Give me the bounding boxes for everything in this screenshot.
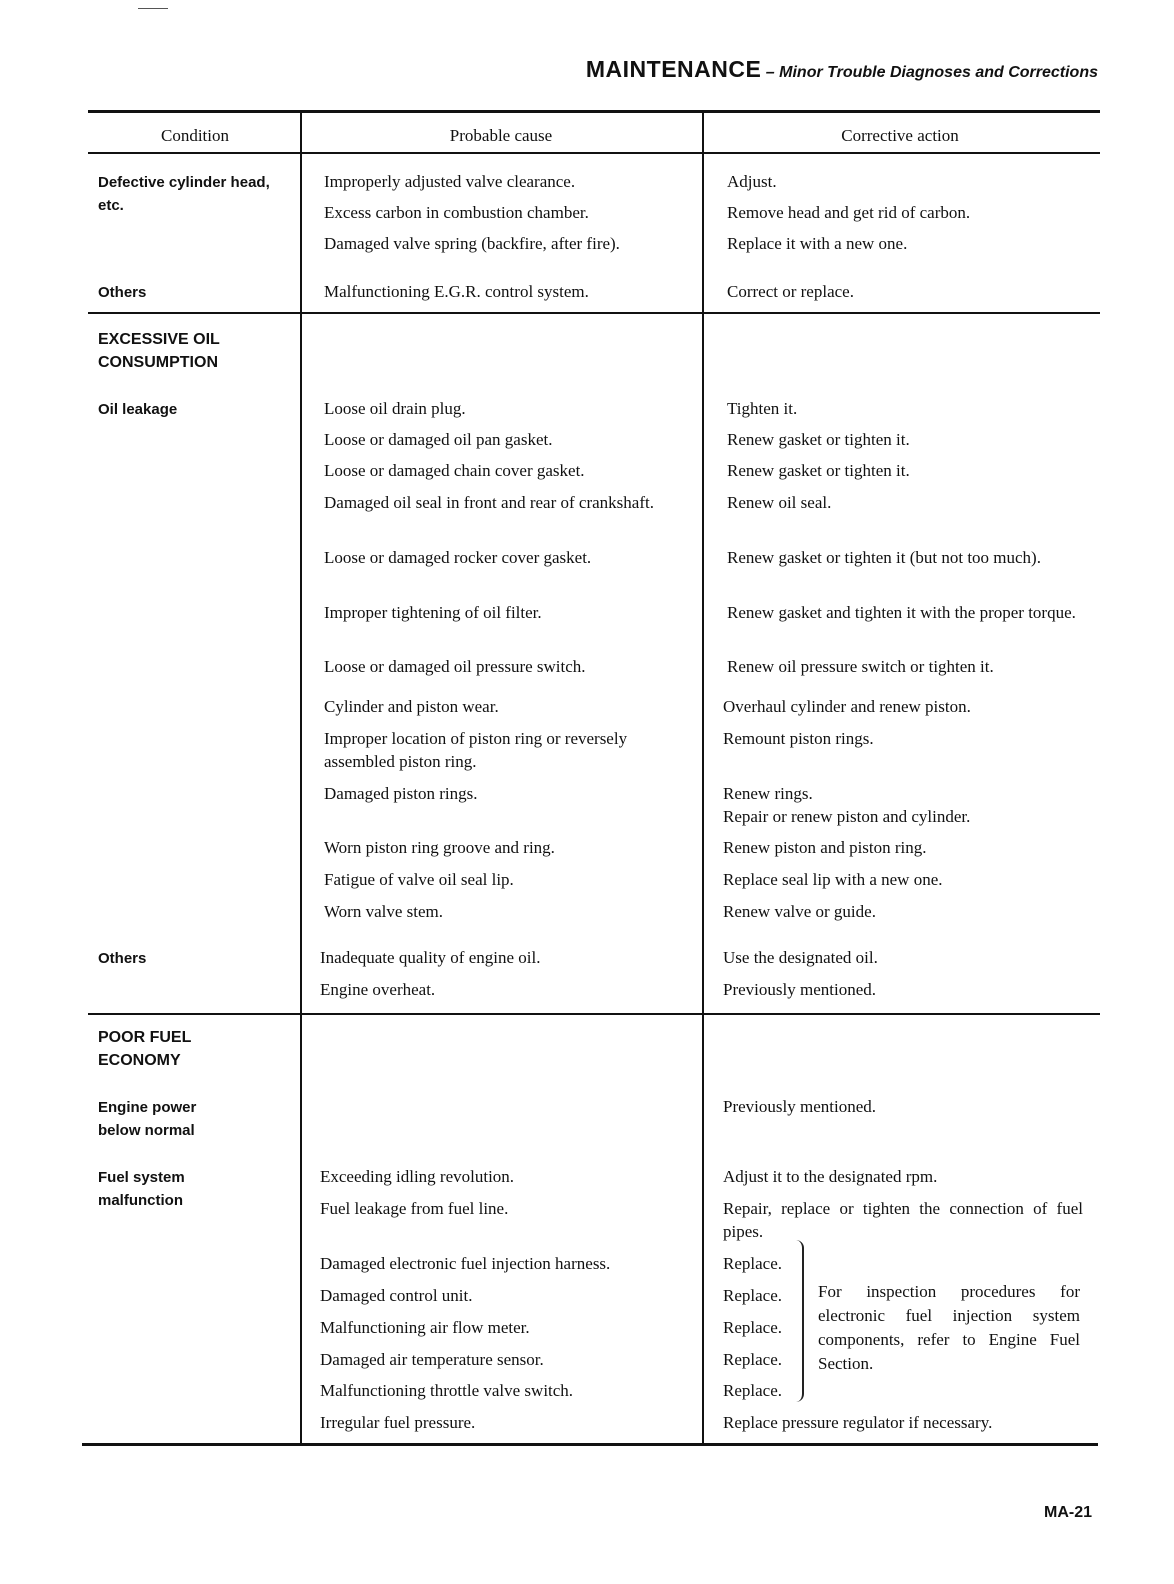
cause-cell: Improperly adjusted valve clearance.: [324, 172, 576, 191]
section-divider: [88, 1013, 1100, 1015]
cause-cell: Engine overheat.: [320, 980, 436, 999]
table-top-rule: [88, 110, 1100, 113]
cause-cell: Cylinder and piston wear.: [324, 697, 499, 716]
action-cell: Renew oil seal.: [727, 493, 832, 512]
condition-label: Others: [98, 284, 147, 301]
cause-cell: Damaged air temperature sensor.: [320, 1350, 544, 1369]
action-cell: Previously mentioned.: [723, 980, 876, 999]
cause-cell: Fatigue of valve oil seal lip.: [324, 870, 514, 889]
cause-cell: Improper tightening of oil filter.: [324, 603, 542, 622]
action-cell: Renew piston and piston ring.: [723, 838, 927, 857]
page-number: MA-21: [1043, 1504, 1092, 1521]
action-cell: Replace seal lip with a new one.: [723, 870, 943, 889]
action-cell: Renew gasket and tighten it with the proper torque.: [727, 603, 1076, 622]
cause-cell: Damaged control unit.: [320, 1286, 473, 1305]
action-cell: Use the designated oil.: [723, 948, 878, 967]
action-cell: Previously mentioned.: [723, 1097, 876, 1116]
brace-note: For inspection procedures for electronic fuel injection system components, refer to Engine Fuel Section.: [818, 1282, 1080, 1373]
cause-cell: Worn valve stem.: [324, 902, 444, 921]
action-cell: Renew gasket or tighten it.: [727, 461, 910, 480]
brace-bracket: [792, 1240, 804, 1402]
action-cell: Adjust.: [727, 172, 777, 191]
action-cell: Overhaul cylinder and renew piston.: [723, 697, 971, 716]
cause-cell: Damaged valve spring (backfire, after fire).: [324, 234, 620, 253]
action-cell: Renew gasket or tighten it (but not too much).: [727, 548, 1041, 567]
header-title: MAINTENANCE: [585, 56, 762, 82]
cause-cell: Malfunctioning E.G.R. control system.: [324, 282, 589, 301]
column-divider-1: [300, 112, 302, 1443]
action-cell: Repair or renew piston and cylinder.: [723, 807, 971, 826]
action-cell: Replace.: [723, 1381, 782, 1400]
condition-label: Defective cylinder head, etc.: [98, 174, 270, 214]
section-title: EXCESSIVE OIL CONSUMPTION: [98, 331, 220, 371]
condition-label: Others: [98, 950, 147, 967]
cause-cell: Irregular fuel pressure.: [320, 1413, 476, 1432]
action-cell: Replace.: [723, 1254, 782, 1273]
table-bottom-rule: [82, 1443, 1098, 1446]
cause-cell: Worn piston ring groove and ring.: [324, 838, 555, 857]
action-cell: Replace.: [723, 1350, 782, 1369]
column-header-condition: Condition: [160, 126, 229, 145]
cause-cell: Improper location of piston ring or reversely assembled piston ring.: [324, 729, 628, 771]
cause-cell: Damaged piston rings.: [324, 784, 478, 803]
action-cell: Replace.: [723, 1286, 782, 1305]
header-subtitle: – Minor Trouble Diagnoses and Corrections: [765, 64, 1098, 81]
action-cell: Remove head and get rid of carbon.: [727, 203, 971, 222]
cause-cell: Damaged oil seal in front and rear of crankshaft.: [324, 493, 654, 512]
top-dash: [138, 8, 168, 9]
action-cell: Replace pressure regulator if necessary.: [723, 1413, 993, 1432]
action-cell: Adjust it to the designated rpm.: [723, 1167, 938, 1186]
cause-cell: Loose oil drain plug.: [324, 399, 466, 418]
action-cell: Renew valve or guide.: [723, 902, 876, 921]
cause-cell: Damaged electronic fuel injection harness.: [320, 1254, 611, 1273]
condition-label: Fuel system malfunction: [98, 1169, 185, 1209]
cause-cell: Malfunctioning air flow meter.: [320, 1318, 530, 1337]
action-cell: Correct or replace.: [727, 282, 854, 301]
action-cell: Renew oil pressure switch or tighten it.: [727, 657, 994, 676]
section-title: POOR FUEL ECONOMY: [98, 1029, 192, 1069]
column-header-action: Corrective action: [841, 126, 959, 145]
cause-cell: Malfunctioning throttle valve switch.: [320, 1381, 574, 1400]
condition-label: Oil leakage: [98, 401, 178, 418]
cause-cell: Loose or damaged chain cover gasket.: [324, 461, 585, 480]
cause-cell: Exceeding idling revolution.: [320, 1167, 515, 1186]
action-cell: Replace it with a new one.: [727, 234, 908, 253]
section-divider: [88, 312, 1100, 314]
page-header: [586, 56, 1098, 83]
condition-label: Engine power below normal: [98, 1099, 197, 1139]
cause-cell: Fuel leakage from fuel line.: [320, 1199, 509, 1218]
cause-cell: Loose or damaged rocker cover gasket.: [324, 548, 592, 567]
cause-cell: Loose or damaged oil pan gasket.: [324, 430, 553, 449]
column-header-cause: Probable cause: [449, 126, 553, 145]
cause-cell: Excess carbon in combustion chamber.: [324, 203, 589, 222]
action-cell: Remount piston rings.: [723, 729, 874, 748]
cause-cell: Inadequate quality of engine oil.: [320, 948, 541, 967]
action-cell: Replace.: [723, 1318, 782, 1337]
action-cell: Renew rings.: [723, 784, 813, 803]
action-cell: Tighten it.: [727, 399, 798, 418]
header-bottom-rule: [88, 152, 1100, 154]
column-divider-2: [702, 112, 704, 1443]
cause-cell: Loose or damaged oil pressure switch.: [324, 657, 586, 676]
action-cell: Renew gasket or tighten it.: [727, 430, 910, 449]
action-cell: Repair, replace or tighten the connection of fuel pipes.: [723, 1199, 1083, 1241]
